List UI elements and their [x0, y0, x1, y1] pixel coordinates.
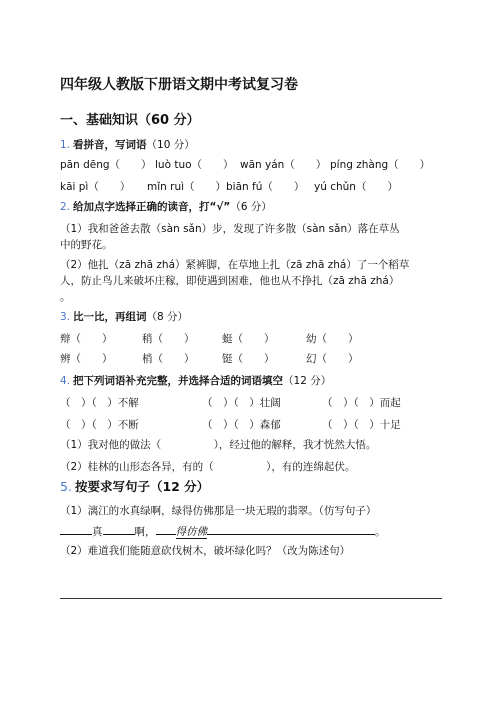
- answer-blank[interactable]: [60, 524, 92, 535]
- answer-line[interactable]: [60, 598, 442, 599]
- question-number: 2.: [60, 201, 71, 213]
- answer-blank[interactable]: [207, 524, 375, 535]
- q2-item-2-line-3: 。: [60, 291, 71, 303]
- question-title: 把下列词语补充完整，并选择合适的词语填空: [73, 375, 284, 387]
- model-word-a: 啊，: [134, 526, 156, 538]
- question-number: 3.: [60, 311, 71, 323]
- idiom-item: （ ）（ ）而起: [322, 397, 401, 409]
- pinyin-item: mǐn ruì（ ）: [147, 181, 227, 193]
- question-score: （8 分）: [146, 311, 189, 323]
- section-heading: 一、基础知识（60 分）: [60, 113, 200, 128]
- question-score: （10 分）: [146, 139, 195, 151]
- char-item: 幻（ ）: [306, 353, 359, 365]
- q4-sentence-2: （2）桂林的山形态各异，有的（ ），有的连绵起伏。: [60, 461, 356, 473]
- q2-item-2-line-1: （2）他扎（zā zhā zhá）紧裤脚，在草地上扎（zā zhā zhá）了一个稻草: [60, 259, 410, 271]
- q4-sentence-1: （1）我对他的做法（ ），经过他的解释，我才恍然大悟。: [60, 439, 377, 451]
- question-title: 看拼音，写词语: [73, 139, 147, 151]
- pinyin-item: pān dēng（ ）: [60, 159, 152, 171]
- model-word-zhen: 真: [92, 526, 103, 538]
- idiom-item: （ ）（ ）不断: [60, 419, 139, 431]
- question-score: （6 分）: [230, 201, 272, 213]
- question-4-heading: [60, 374, 442, 388]
- q2-item-1-line-2: 中的野花。: [60, 239, 113, 251]
- idiom-item: （ ）（ ）十足: [322, 419, 401, 431]
- model-word-fangfo: 得仿佛: [175, 526, 207, 538]
- question-3-heading: [60, 310, 442, 324]
- question-number: 4.: [60, 375, 71, 387]
- question-number: 1.: [60, 139, 71, 151]
- question-title: 比一比，再组词: [73, 311, 147, 323]
- q2-item-2-line-2: 人，防止鸟儿来破坏庄稼，即使遇到困难，他也从不挣扎（zā zhā zhá）: [60, 275, 400, 287]
- question-number: 5.: [60, 479, 72, 494]
- q5-item-2: （2）难道我们能随意砍伐树木，破坏绿化吗？（改为陈述句）: [60, 545, 351, 557]
- idiom-item: （ ）（ ）壮阔: [202, 397, 281, 409]
- question-2-heading: [60, 200, 442, 214]
- char-item: 幼（ ）: [306, 333, 359, 345]
- idiom-item: （ ）（ ）森郁: [202, 419, 281, 431]
- model-end-punct: 。: [375, 526, 386, 538]
- char-item: 梢（ ）: [142, 353, 195, 365]
- char-item: 稍（ ）: [142, 333, 195, 345]
- pinyin-item: píng zhàng（ ）: [330, 159, 431, 171]
- answer-blank[interactable]: [103, 524, 135, 535]
- q5-model-line: [60, 524, 442, 539]
- char-item: 蜓（ ）: [222, 333, 275, 345]
- char-item: 铤（ ）: [222, 353, 275, 365]
- question-title: 按要求写句子（12 分）: [74, 479, 210, 494]
- q5-item-1: （1）漓江的水真绿啊，绿得仿佛那是一块无瑕的翡翠。（仿写句子）: [60, 505, 377, 517]
- pinyin-item: wān yán（ ）: [240, 159, 327, 171]
- char-item: 辨（ ）: [60, 353, 113, 365]
- pinyin-item: yú chǔn（ ）: [314, 181, 398, 193]
- pinyin-item: biān fú（ ）: [226, 181, 305, 193]
- char-item: 辩（ ）: [60, 333, 113, 345]
- q2-item-1-line-1: （1）我和爸爸去散（sàn sǎn）步，发现了许多散（sàn sǎn）落在草丛: [60, 223, 400, 235]
- question-score: （12 分）: [283, 375, 332, 387]
- answer-blank[interactable]: [156, 524, 176, 535]
- page-title: 四年级人教版下册语文期中考试复习卷: [60, 77, 298, 93]
- question-title: 给加点字选择正确的读音，打“√”: [73, 201, 231, 213]
- question-5-heading: [60, 480, 442, 494]
- pinyin-item: luò tuo（ ）: [155, 159, 234, 171]
- question-1-heading: [60, 138, 442, 152]
- idiom-item: （ ）（ ）不解: [60, 397, 139, 409]
- pinyin-item: kāi pì（ ）: [60, 181, 131, 193]
